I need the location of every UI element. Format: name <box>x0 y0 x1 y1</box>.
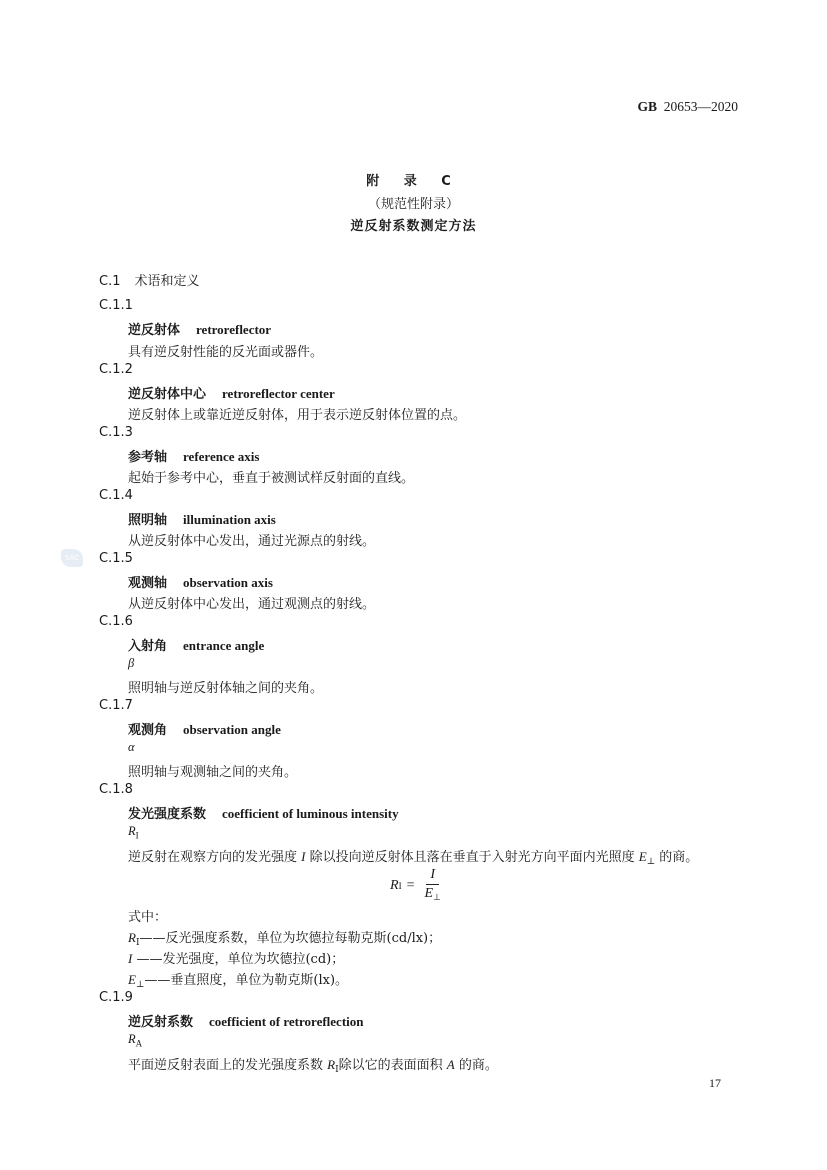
formula-ri: R I = $\frac{I}{E_\perp}$ <box>390 866 445 906</box>
term-heading: 逆反射体中心 retroreflector center <box>128 386 335 402</box>
term-heading: 入射角 entrance angle <box>128 638 265 654</box>
term-symbol: $R_I$ <box>128 824 139 841</box>
term-definition: 逆反射在观察方向的发光强度 I 除以投向逆反射体且落在垂直于入射光方向平面内光照度 $E_\perp$ 的商。 <box>128 849 699 867</box>
term-symbol: $R_A$ <box>128 1032 143 1049</box>
clause-number: C.1.7 <box>99 698 133 713</box>
where-label: 式中： <box>128 910 168 925</box>
term-heading: 观测轴 observation axis <box>128 575 273 591</box>
clause-number: C.1.2 <box>99 362 133 377</box>
term-heading: 观测角 observation angle <box>128 722 281 738</box>
term-definition: 具有逆反射性能的反光面或器件。 <box>128 345 324 360</box>
standard-number: GB 20653—2020 <box>637 99 738 114</box>
term-heading: 照明轴 illumination axis <box>128 512 276 528</box>
term-heading: 发光强度系数 coefficient of luminous intensity <box>128 806 399 822</box>
formula-fraction: $\frac{I}{E_\perp}$ <box>424 867 441 902</box>
term-heading: 参考轴 reference axis <box>128 449 260 465</box>
clause-number: C.1.5 <box>99 551 133 566</box>
term-symbol: β <box>128 656 135 670</box>
term-definition: 起始于参考中心，垂直于被测试样反射面的直线。 <box>128 471 415 486</box>
sac-watermark-icon: SAC <box>61 549 83 567</box>
term-symbol: α <box>128 740 135 754</box>
clause-number: C.1.3 <box>99 425 133 440</box>
appendix-type: （规范性附录） <box>367 197 459 212</box>
appendix-title: 附 录 C <box>366 174 461 189</box>
clause-number: C.1.6 <box>99 614 133 629</box>
where-item: $E_\perp——$垂直照度，单位为勒克斯(lx)。 <box>128 972 349 990</box>
where-item: $R_I——$反光强度系数，单位为坎德拉每勒克斯(cd/lx)； <box>128 930 442 948</box>
term-definition: 照明轴与观测轴之间的夹角。 <box>128 765 298 780</box>
section-heading: C.1 术语和定义 <box>99 274 200 289</box>
term-definition: 照明轴与逆反射体轴之间的夹角。 <box>128 681 324 696</box>
page-number: 17 <box>709 1076 721 1090</box>
clause-number: C.1.9 <box>99 990 133 1005</box>
term-heading: 逆反射体 retroreflector <box>128 322 272 338</box>
term-definition: 从逆反射体中心发出，通过光源点的射线。 <box>128 534 376 549</box>
clause-number: C.1.4 <box>99 488 133 503</box>
term-definition: 从逆反射体中心发出，通过观测点的射线。 <box>128 597 376 612</box>
term-definition: 逆反射体上或靠近逆反射体，用于表示逆反射体位置的点。 <box>128 408 467 423</box>
clause-number: C.1.1 <box>99 298 133 313</box>
term-definition: 平面逆反射表面上的发光强度系数 $R_I$除以它的表面面积 A 的商。 <box>128 1057 498 1075</box>
appendix-name: 逆反射系数测定方法 <box>350 219 477 234</box>
where-item: I ——发光强度，单位为坎德拉(cd)； <box>128 951 345 967</box>
clause-number: C.1.8 <box>99 782 133 797</box>
term-heading: 逆反射系数 coefficient of retroreflection <box>128 1014 364 1030</box>
